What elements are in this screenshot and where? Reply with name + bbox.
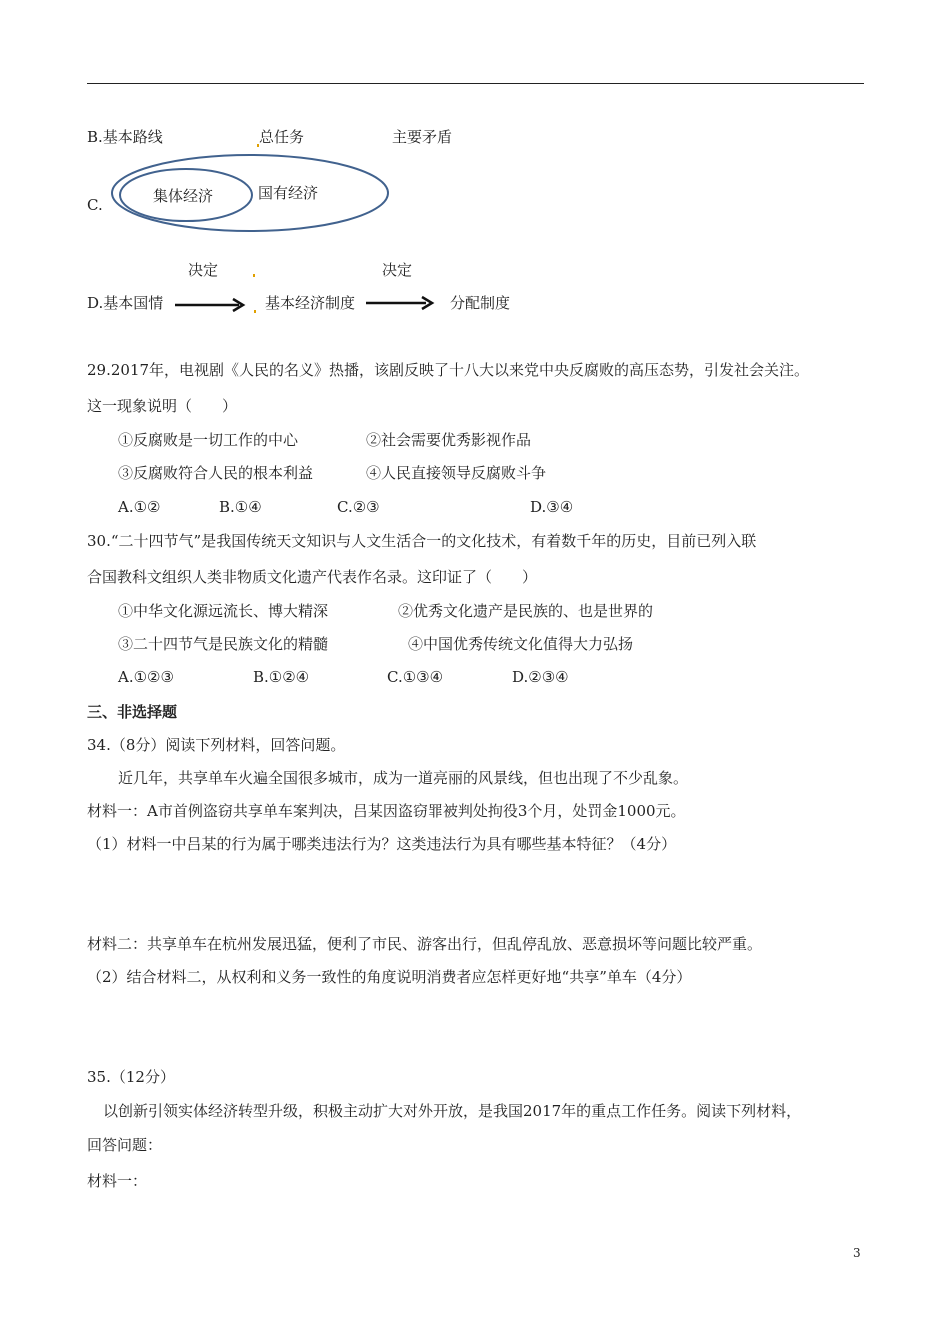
- option-d-item3: 分配制度: [450, 294, 511, 312]
- q30-statement-1: ①中华文化源远流长、博大精深: [118, 602, 329, 620]
- mark-dot: [254, 310, 256, 313]
- q29-statement-2: ②社会需要优秀影视作品: [366, 431, 532, 449]
- option-c-inner: 集体经济: [153, 187, 214, 205]
- q34-stem: 34.（8分）阅读下列材料，回答问题。: [87, 736, 346, 754]
- q29-stem-line1: 29.2017年，电视剧《人民的名义》热播，该剧反映了十八大以来党中央反腐败的高压态势，引发社会关注。: [87, 361, 810, 379]
- option-d-item2: 基本经济制度: [265, 294, 356, 312]
- q29-stem-line2: 这一现象说明（ ）: [87, 397, 238, 415]
- q34-intro: 近几年，共享单车火遍全国很多城市，成为一道亮丽的风景线，但也出现了不少乱象。: [118, 769, 689, 787]
- q29-choice-c: C.②③: [337, 498, 380, 516]
- q35-intro-line1: 以创新引领实体经济转型升级，积极主动扩大对外开放，是我国2017年的重点工作任务。阅读下列材料，: [103, 1102, 802, 1120]
- q30-stem-line2: 合国教科文组织人类非物质文化遗产代表作名录。这印证了（ ）: [87, 568, 538, 586]
- q29-statement-4: ④人民直接领导反腐败斗争: [366, 464, 547, 482]
- option-d-label: D.基本国情: [87, 294, 164, 312]
- arrow-right-icon: [175, 297, 255, 313]
- q30-stem-line1: 30.“二十四节气”是我国传统天文知识与人文生活合一的文化技术，有着数千年的历史，目前已列入联: [87, 532, 757, 550]
- option-b-item2: 总任务: [259, 128, 305, 146]
- q30-choice-c: C.①③④: [387, 668, 444, 686]
- q30-statement-4: ④中国优秀传统文化值得大力弘扬: [408, 635, 634, 653]
- q34-material-1: 材料一：A市首例盗窃共享单车案判决，吕某因盗窃罪被判处拘役3个月，处罚金1000元。: [87, 802, 686, 820]
- option-c-label: C.: [87, 196, 103, 214]
- option-d-decide1: 决定: [188, 261, 219, 279]
- q30-statement-2: ②优秀文化遗产是民族的、也是世界的: [398, 602, 654, 620]
- q30-statement-3: ③二十四节气是民族文化的精髓: [118, 635, 329, 653]
- page-number: 3: [853, 1246, 861, 1260]
- q29-statement-3: ③反腐败符合人民的根本利益: [118, 464, 314, 482]
- q29-statement-1: ①反腐败是一切工作的中心: [118, 431, 299, 449]
- section-heading: 三、非选择题: [87, 703, 178, 721]
- q35-intro-line2: 回答问题：: [87, 1136, 163, 1154]
- q30-choice-d: D.②③④: [512, 668, 569, 686]
- option-b-label: B.基本路线: [87, 128, 163, 146]
- q30-choice-a: A.①②③: [118, 668, 174, 686]
- option-b-item3: 主要矛盾: [392, 128, 453, 146]
- mark-dot: [253, 274, 255, 277]
- option-d-decide2: 决定: [382, 261, 413, 279]
- q34-material-2: 材料二：共享单车在杭州发展迅猛，便利了市民、游客出行，但乱停乱放、恶意损坏等问题比较严重。: [87, 935, 763, 953]
- header-rule: [87, 83, 864, 84]
- q29-choice-b: B.①④: [219, 498, 262, 516]
- q35-material-1: 材料一：: [87, 1172, 148, 1190]
- arrow-right-icon: [366, 295, 446, 311]
- q30-choice-b: B.①②④: [253, 668, 310, 686]
- q34-subquestion-1: （1）材料一中吕某的行为属于哪类违法行为？这类违法行为具有哪些基本特征？（4分）: [87, 835, 677, 853]
- q34-subquestion-2: （2）结合材料二，从权利和义务一致性的角度说明消费者应怎样更好地“共享”单车（4分）: [87, 968, 692, 986]
- option-c-outer: 国有经济: [258, 184, 319, 202]
- q29-choice-a: A.①②: [118, 498, 161, 516]
- q35-stem: 35.（12分）: [87, 1068, 175, 1086]
- venn-diagram: [100, 150, 400, 240]
- q29-choice-d: D.③④: [530, 498, 574, 516]
